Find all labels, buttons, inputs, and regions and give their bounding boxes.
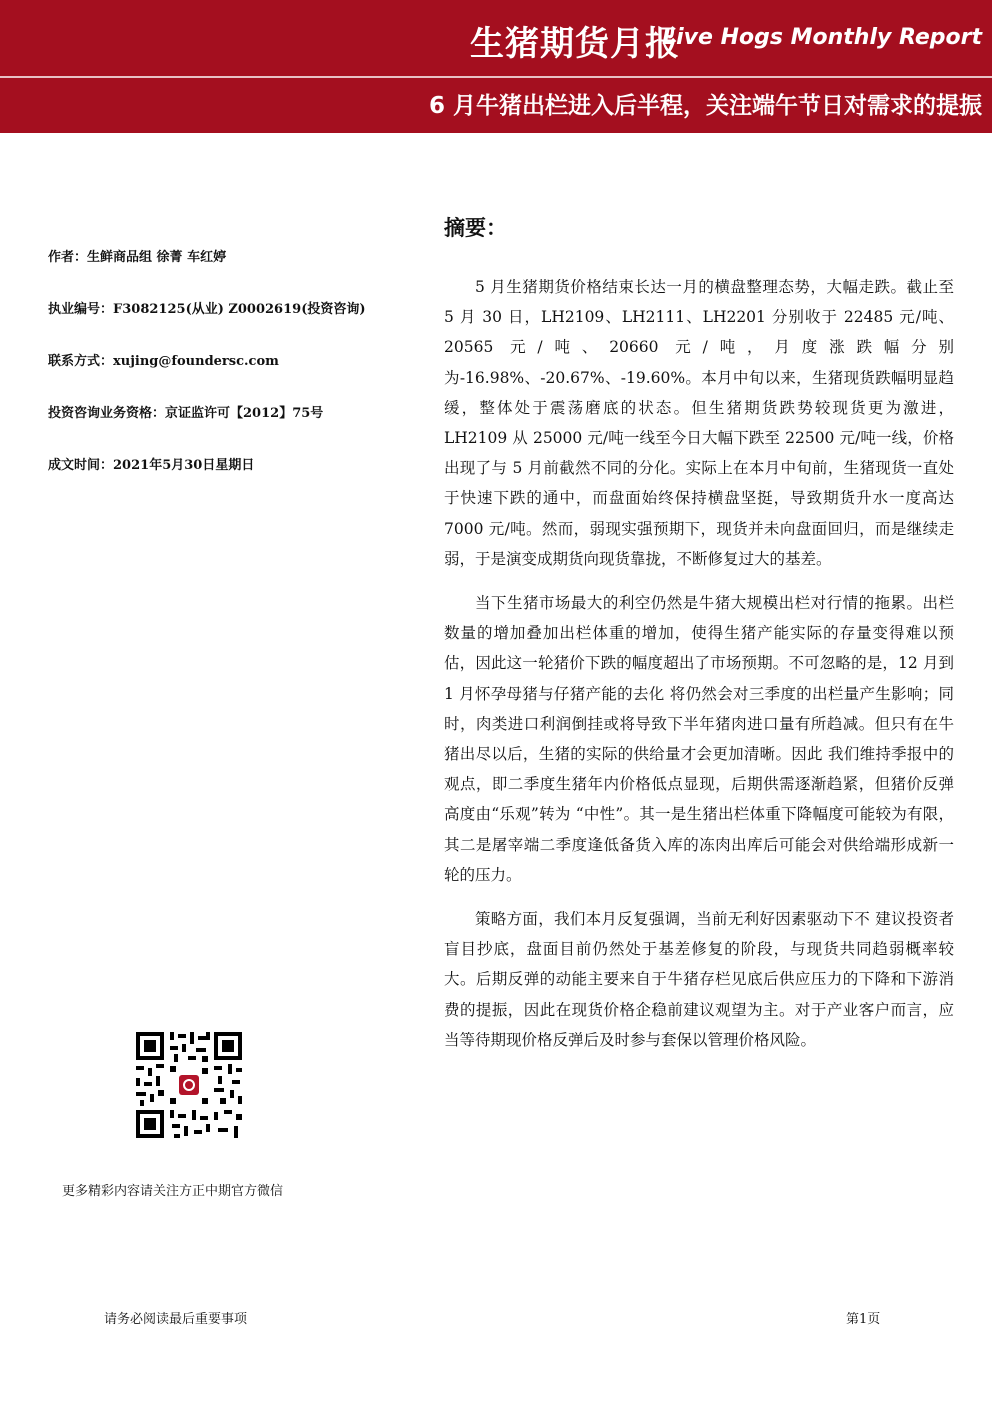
abstract-paragraph-2: 当下生猪市场最大的利空仍然是牛猪大规模出栏对行情的拖累。出栏数量的增加叠加出栏体重的增加，使得生猪产能实际的存量变得难以预估，因此这一轮猪价下跌的幅度超出了市场预期。不可忽略的是，12 月到 1 月怀孕母猪与仔猪产能的去化 将仍然会对三季度的出栏量产生影响；同时，肉类进口利润倒挂或将导致下半年猪肉进口量有所趋减。但只有在牛猪出尽以后，生猪的实际的供给量才会更加清晰。因此 我们维持季报中的观点，即二季度生猪年内价格低点显现，后期供需逐渐趋紧，但猪价反弹高度由“乐观”转为 “中性”。其一是生猪出栏体重下降幅度可能较为有限，其二是屠宰端二季度逢低备货入库的冻肉出库后可能会对供给端形成新一轮的压力。 [444, 594, 954, 884]
qualification-value: 京证监许可【2012】75号 [165, 406, 324, 421]
abstract-paragraph-3: 策略方面，我们本月反复强调，当前无利好因素驱动下不 建议投资者盲目抄底，盘面目前仍然处于基差修复的阶段，与现货共同趋弱概率较大。后期反弹的动能主要来自于牛猪存栏见底后供应压力的下降和下游消费的提振，因此在现货价格企稳前建议观望为主。对于产业客户而言，应当等待期现价格反弹后及时参与套保以管理价格风险。 [444, 910, 954, 1049]
report-title-cn: 生猪期货月报 [470, 24, 680, 64]
author-line [48, 246, 226, 265]
license-line [48, 298, 366, 317]
report-title-en: Live Hogs Monthly Report [662, 25, 982, 50]
qr-code-icon[interactable] [134, 1030, 244, 1140]
license-value: F3082125(从业) Z0002619(投资咨询) [113, 302, 366, 317]
date-label: 成文时间： [48, 458, 114, 473]
contact-email[interactable]: xujing@foundersc.com [113, 354, 279, 369]
banner-divider [0, 76, 992, 78]
abstract-body [444, 272, 954, 1069]
qualification-label: 投资咨询业务资格： [48, 406, 166, 421]
report-subtitle: 6 月牛猪出栏进入后半程，关注端午节日对需求的提振 [428, 93, 982, 119]
author-value: 生鲜商品组 徐菁 车红婷 [87, 250, 227, 265]
page-number: 第1页 [846, 1312, 881, 1327]
qualification-line [48, 402, 323, 421]
abstract-heading: 摘要： [444, 216, 507, 240]
footer-notice: 请务必阅读最后重要事项 [104, 1312, 248, 1327]
contact-line [48, 350, 279, 369]
date-line [48, 454, 254, 473]
abstract-paragraph-1: 5 月生猪期货价格结束长达一月的横盘整理态势，大幅走跌。截止至 5 月 30 日，LH2109、LH2111、LH2201 分别收于 22485 元/吨、20565 元/吨、20660 元/吨，月度涨跌幅分别为-16.98%、-20.67%、-19.60%。本月中旬以来，生猪现货跌幅明显趋缓，整体处于震荡磨底的状态。但生猪期货跌势较现货更为激进，LH2109 从 25000 元/吨一线至今日大幅下跌至 22500 元/吨一线，价格出现了与 5 月前截然不同的分化。实际上在本月中旬前，生猪现货一直处于快速下跌的通中，而盘面始终保持横盘坚挺，导致期货升水一度高达 7000 元/吨。然而，弱现实强预期下，现货并未向盘面回归，而是继续走弱，于是演变成期货向现货靠拢，不断修复过大的基差。 [444, 278, 954, 568]
report-banner [0, 0, 992, 133]
date-value: 2021年5月30日星期日 [113, 458, 255, 473]
author-label: 作者： [48, 250, 88, 265]
contact-label: 联系方式： [48, 354, 114, 369]
license-label: 执业编号： [48, 302, 114, 317]
qr-caption: 更多精彩内容请关注方正中期官方微信 [62, 1184, 284, 1199]
